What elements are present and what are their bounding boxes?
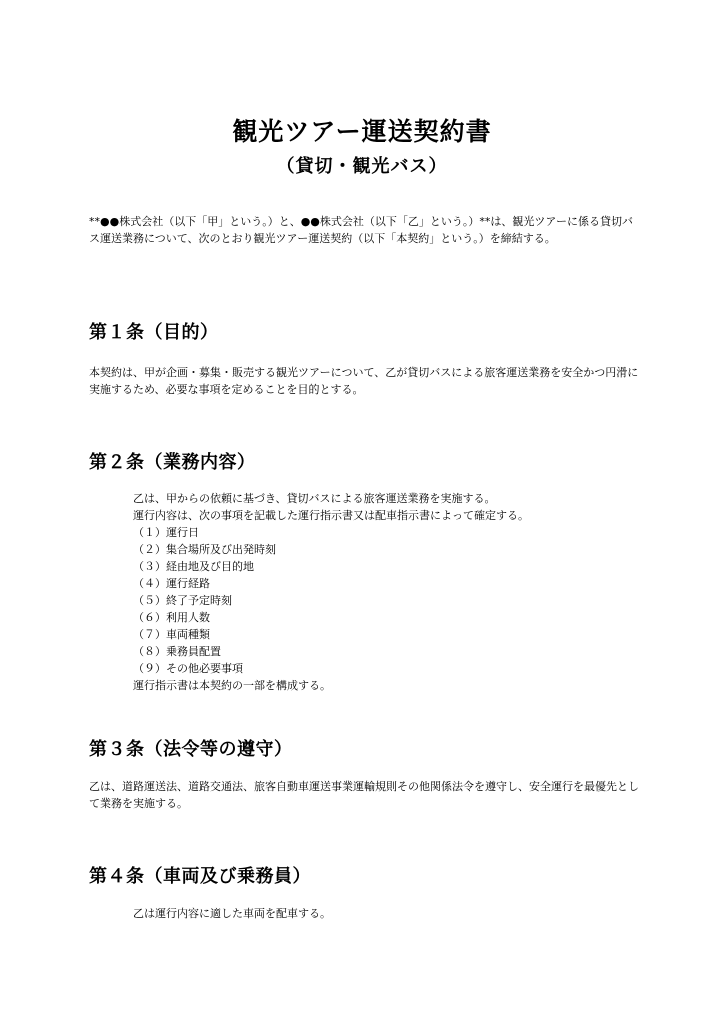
article-2-list-item: （５）終了予定時刻 (133, 594, 232, 607)
document-title: 観光ツアー運送契約書 (232, 117, 492, 146)
article-2-list-item: （４）運行経路 (133, 577, 210, 590)
article-1-body: 本契約は、甲が企画・募集・販売する観光ツアーについて、乙が貸切バスによる旅客運送業務を安全かつ円滑に実施するため、必要な事項を定めることを目的とする。 (89, 366, 639, 396)
article-2-line: 乙は、甲からの依頼に基づき、貸切バスによる旅客運送業務を実施する。 (133, 492, 496, 505)
article-2-list-item: （８）乗務員配置 (133, 645, 221, 658)
article-4-line: 乙は運行内容に適した車両を配車する。 (133, 907, 331, 920)
article-2-line: 運行内容は、次の事項を記載した運行指示書又は配車指示書によって確定する。 (133, 509, 529, 522)
article-2-list-item: （３）経由地及び目的地 (133, 560, 254, 573)
article-4-body (133, 905, 633, 922)
article-2-list-item: （９）その他必要事項 (133, 662, 243, 675)
article-2-list-item: （７）車両種類 (133, 628, 210, 641)
article-4-heading: 第４条（車両及び乗務員） (89, 866, 311, 887)
article-3-heading: 第３条（法令等の遵守） (89, 739, 293, 760)
article-2-list-item: （１）運行日 (133, 526, 199, 539)
article-3-body: 乙は、道路運送法、道路交通法、旅客自動車運送事業運輸規則その他関係法令を遵守し、安全運行を最優先として業務を実施する。 (89, 780, 639, 810)
article-2-list-item: （２）集合場所及び出発時刻 (133, 543, 276, 556)
article-2-line: 運行指示書は本契約の一部を構成する。 (133, 679, 331, 692)
article-2-body (133, 490, 633, 694)
article-2-heading: 第２条（業務内容） (89, 452, 256, 473)
intro-paragraph: **●●株式会社（以下「甲」という。）と、●●株式会社（以下「乙」という。）**は、観光ツアーに係る貸切バス運送業務について、次のとおり観光ツアー運送契約（以下「本契約」という。）を締結する。 (89, 215, 634, 245)
article-1-heading: 第１条（目的） (89, 322, 219, 343)
article-2-list-item: （６）利用人数 (133, 611, 210, 624)
document-subtitle: （貸切・観光バス） (276, 156, 448, 177)
